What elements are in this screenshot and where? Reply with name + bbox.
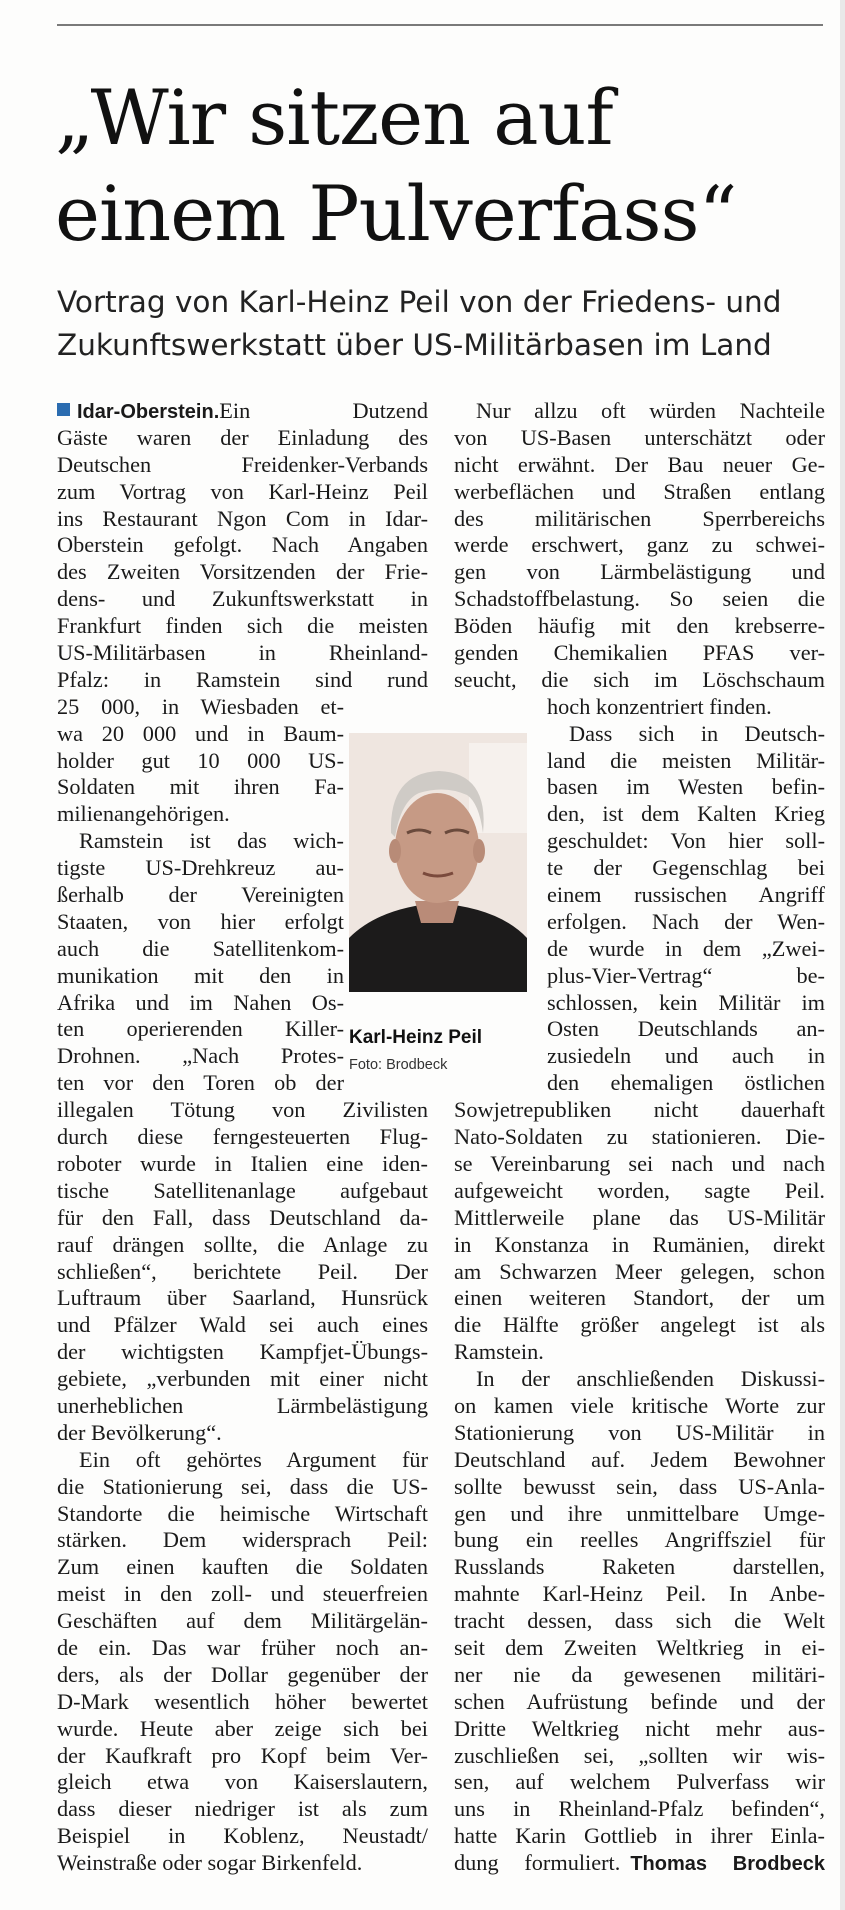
left-column-line: durch diese ferngesteuerten Flug- [57,1124,428,1150]
left-column-line: des Zweiten Vorsitzenden der Frie- [57,559,428,585]
left-column-line: Soldaten mit ihren Fa- [57,774,344,800]
subheadline [57,281,827,367]
right-column-line: den, ist dem Kalten Krieg [547,801,825,827]
headline [55,70,825,262]
right-column-line: Stationierung von US-Militär in [454,1419,825,1445]
right-column-line: genden Chemikalien PFAS ver- [454,640,825,666]
page-edge [840,0,845,1910]
right-column-line: bung ein reelles Angriffsziel für [454,1527,825,1553]
right-column-line: schlossen, kein Militär im [547,989,825,1015]
left-column-line: milienangehörigen. [57,801,230,827]
left-column-line: US-Militärbasen in Rheinland- [57,640,428,666]
left-column-line: Beispiel in Koblenz, Neustadt/ [57,1823,428,1849]
right-column-line: mahnte Karl-Heinz Peil. In Anbe- [454,1581,825,1607]
left-column-line: Luftraum über Saarland, Hunsrück [57,1285,428,1311]
right-column-line: die Hälfte größer angelegt ist als [454,1312,825,1338]
dateline: Idar-Oberstein. [77,401,220,423]
left-column-line: munikation mit den in [57,962,344,988]
left-column-line: gleich etwa von Kaiserslautern, [57,1769,428,1795]
left-column-line: rauf drängen sollte, die Anlage zu [57,1231,428,1257]
left-column-line: Geschäften auf dem Militärgelän- [57,1608,428,1634]
right-column-line: basen im Westen befin- [547,774,825,800]
right-column-line: werde erschwert, ganz zu schwei- [454,532,825,558]
left-column-line: stärken. Dem widersprach Peil: [57,1527,428,1553]
right-column-line: on kamen viele kritische Worte zur [454,1392,825,1418]
left-column-line: schließen“, berichtete Peil. Der [57,1258,428,1284]
right-column-line: land die meisten Militär- [547,747,825,773]
left-column-line: ders, als der Dollar gegenüber der [57,1661,428,1687]
right-column-line: werbeflächen und Straßen entlang [454,478,825,504]
right-column-line: aufgeweicht worden, sagte Peil. [454,1177,825,1203]
right-column-line: den ehemaligen östlichen [547,1070,825,1096]
left-column-line: Zum einen kauften die Soldaten [57,1554,428,1580]
right-column-line: in Konstanza in Rumänien, direkt [454,1231,825,1257]
left-column-line: der Kaufkraft pro Kopf beim Ver- [57,1742,428,1768]
right-column-line: einen weiteren Standort, der um [454,1285,825,1311]
left-column-line: Ramstein ist das wich- [79,828,344,854]
right-column-line: Sowjetrepubliken nicht dauerhaft [454,1097,825,1123]
headline-line-1: „Wir sitzen auf [55,73,613,162]
right-column-line: seucht, die sich im Löschschaum [454,666,825,692]
portrait-illustration [349,733,527,992]
right-column-line: Russlands Raketen darstellen, [454,1554,825,1580]
left-column-line: illegalen Tötung von Zivilisten [57,1097,428,1123]
left-column-line: Drohnen. „Nach Protes- [57,1043,344,1069]
left-column-line: Weinstraße oder sogar Birkenfeld. [57,1850,363,1876]
right-column-line: hatte Karin Gottlieb in ihrer Einla- [454,1823,825,1849]
left-column-line: Staaten, von hier erfolgt [57,908,344,934]
right-column-line: Mittlerweile plane das US-Militär [454,1204,825,1230]
photo-caption-credit: Foto: Brodbeck [349,1057,448,1073]
right-column-line: Böden häufig mit den krebserre- [454,613,825,639]
left-column-line: Gäste waren der Einladung des [57,424,428,450]
left-line-text: Ein Dutzend [219,398,428,423]
right-column-line: von US-Basen unterschätzt oder [454,424,825,450]
left-column-line: ßerhalb der Vereinigten [57,882,344,908]
left-column-line: Standorte die heimische Wirtschaft [57,1500,428,1526]
right-column-line: des militärischen Sperrbereichs [454,505,825,531]
left-column-line: D-Mark wesentlich höher bewertet [57,1688,428,1714]
left-column-line: wurde. Heute aber zeige sich bei [57,1715,428,1741]
top-rule [57,24,823,26]
left-column-line: tische Satellitenanlage aufgebaut [57,1177,428,1203]
right-column-line: In der anschließenden Diskussi- [476,1366,825,1392]
left-column-line: meist in den zoll- und steuerfreien [57,1581,428,1607]
right-column-line [454,1850,825,1877]
left-column-line: und Pfälzer Wald sei auch eines [57,1312,428,1338]
left-column [57,398,428,1877]
portrait-photo [349,733,527,992]
right-column-line: seit dem Zweiten Weltkrieg in ei- [454,1634,825,1660]
left-column-line: Pfalz: in Ramstein sind rund [57,666,428,692]
subheadline-line-1: Vortrag von Karl-Heinz Peil von der Friedens- und [57,285,782,319]
right-column-line: te der Gegenschlag bei [547,855,825,881]
left-column-line: der Bevölkerung“. [57,1419,222,1445]
right-column-line: nicht erwähnt. Der Bau neuer Ge- [454,451,825,477]
photo-caption-name: Karl-Heinz Peil [349,1027,483,1048]
right-column-line: uns in Rheinland-Pfalz befinden“, [454,1796,825,1822]
left-column-line: unerheblichen Lärmbelästigung [57,1392,428,1418]
right-column-line: ner nie da gewesenen militäri- [454,1661,825,1687]
right-column-line: Dritte Weltkrieg nicht mehr aus- [454,1715,825,1741]
left-column-line: der wichtigsten Kampfjet-Übungs- [57,1339,428,1365]
left-column-line: Ein oft gehörtes Argument für [79,1446,428,1472]
right-column-line: plus-Vier-Vertrag“ be- [547,962,825,988]
left-column-line: dens- und Zukunftswerkstatt in [57,586,428,612]
right-column-line: Ramstein. [454,1339,544,1365]
left-column-line: auch die Satellitenkom- [57,935,344,961]
right-column-line: schen Aufrüstung befinde und der [454,1688,825,1714]
right-column-line: Deutschland auf. Jedem Bewohner [454,1446,825,1472]
left-column-line: gebiete, „verbunden mit einer nicht [57,1366,428,1392]
right-column-line: zusiedeln und auch in [547,1043,825,1069]
left-column-line: dass dieser niedriger ist als zum [57,1796,428,1822]
right-column-line: sollte bewusst sein, dass US-Anla- [454,1473,825,1499]
left-column-line: die Stationierung sei, dass die US- [57,1473,428,1499]
right-column-line: erfolgen. Nach der Wen- [547,908,825,934]
left-column-line: ten operierenden Killer- [57,1016,344,1042]
right-column-line: einem russischen Angriff [547,882,825,908]
left-column-line: roboter wurde in Italien eine iden- [57,1150,428,1176]
right-column-line: hoch konzentriert finden. [547,693,772,719]
right-column-line: gen und ihre unmittelbare Umge- [454,1500,825,1526]
left-column-line: wa 20 000 und in Baum- [57,720,344,746]
right-line-text: dung formuliert. [454,1850,621,1876]
right-column-line: am Schwarzen Meer gelegen, schon [454,1258,825,1284]
author-byline: Thomas Brodbeck [630,1853,825,1876]
right-column [454,398,825,1877]
right-column-line: Schadstoffbelastung. So seien die [454,586,825,612]
right-column-line: gen von Lärmbelästigung und [454,559,825,585]
right-column-line: de wurde in dem „Zwei- [547,935,825,961]
right-column-line: Nato-Soldaten zu stationieren. Die- [454,1124,825,1150]
left-column-line: für den Fall, dass Deutschland da- [57,1204,428,1230]
left-column-line: de ein. Das war früher noch an- [57,1634,428,1660]
left-column-line: tigste US-Drehkreuz au- [57,855,344,881]
left-column-line: Deutschen Freidenker-Verbands [57,451,428,477]
dateline-marker-icon [57,403,70,416]
right-column-line: geschuldet: Von hier soll- [547,828,825,854]
left-column-line: ins Restaurant Ngon Com in Idar- [57,505,428,531]
left-column-line [57,398,428,425]
right-column-line: se Vereinbarung sei nach und nach [454,1150,825,1176]
left-column-line: Frankfurt finden sich die meisten [57,613,428,639]
left-column-line: 25 000, in Wiesbaden et- [57,693,344,719]
left-column-line: holder gut 10 000 US- [57,747,344,773]
left-column-line: ten vor den Toren ob der [57,1070,344,1096]
left-column-line: Afrika und im Nahen Os- [57,989,344,1015]
right-column-line: Dass sich in Deutsch- [569,720,825,746]
right-column-line: sen, auf welchem Pulverfass wir [454,1769,825,1795]
right-column-line: Nur allzu oft würden Nachteile [476,398,825,423]
right-column-line: zuschließen sei, „sollten wir wis- [454,1742,825,1768]
right-column-line: Osten Deutschlands an- [547,1016,825,1042]
headline-line-2: einem Pulverfass“ [55,169,737,258]
right-column-line: tracht dessen, dass sich die Welt [454,1608,825,1634]
subheadline-line-2: Zukunftswerkstatt über US-Militärbasen im Land [57,328,772,362]
left-column-line: Oberstein gefolgt. Nach Angaben [57,532,428,558]
left-column-line: zum Vortrag von Karl-Heinz Peil [57,478,428,504]
